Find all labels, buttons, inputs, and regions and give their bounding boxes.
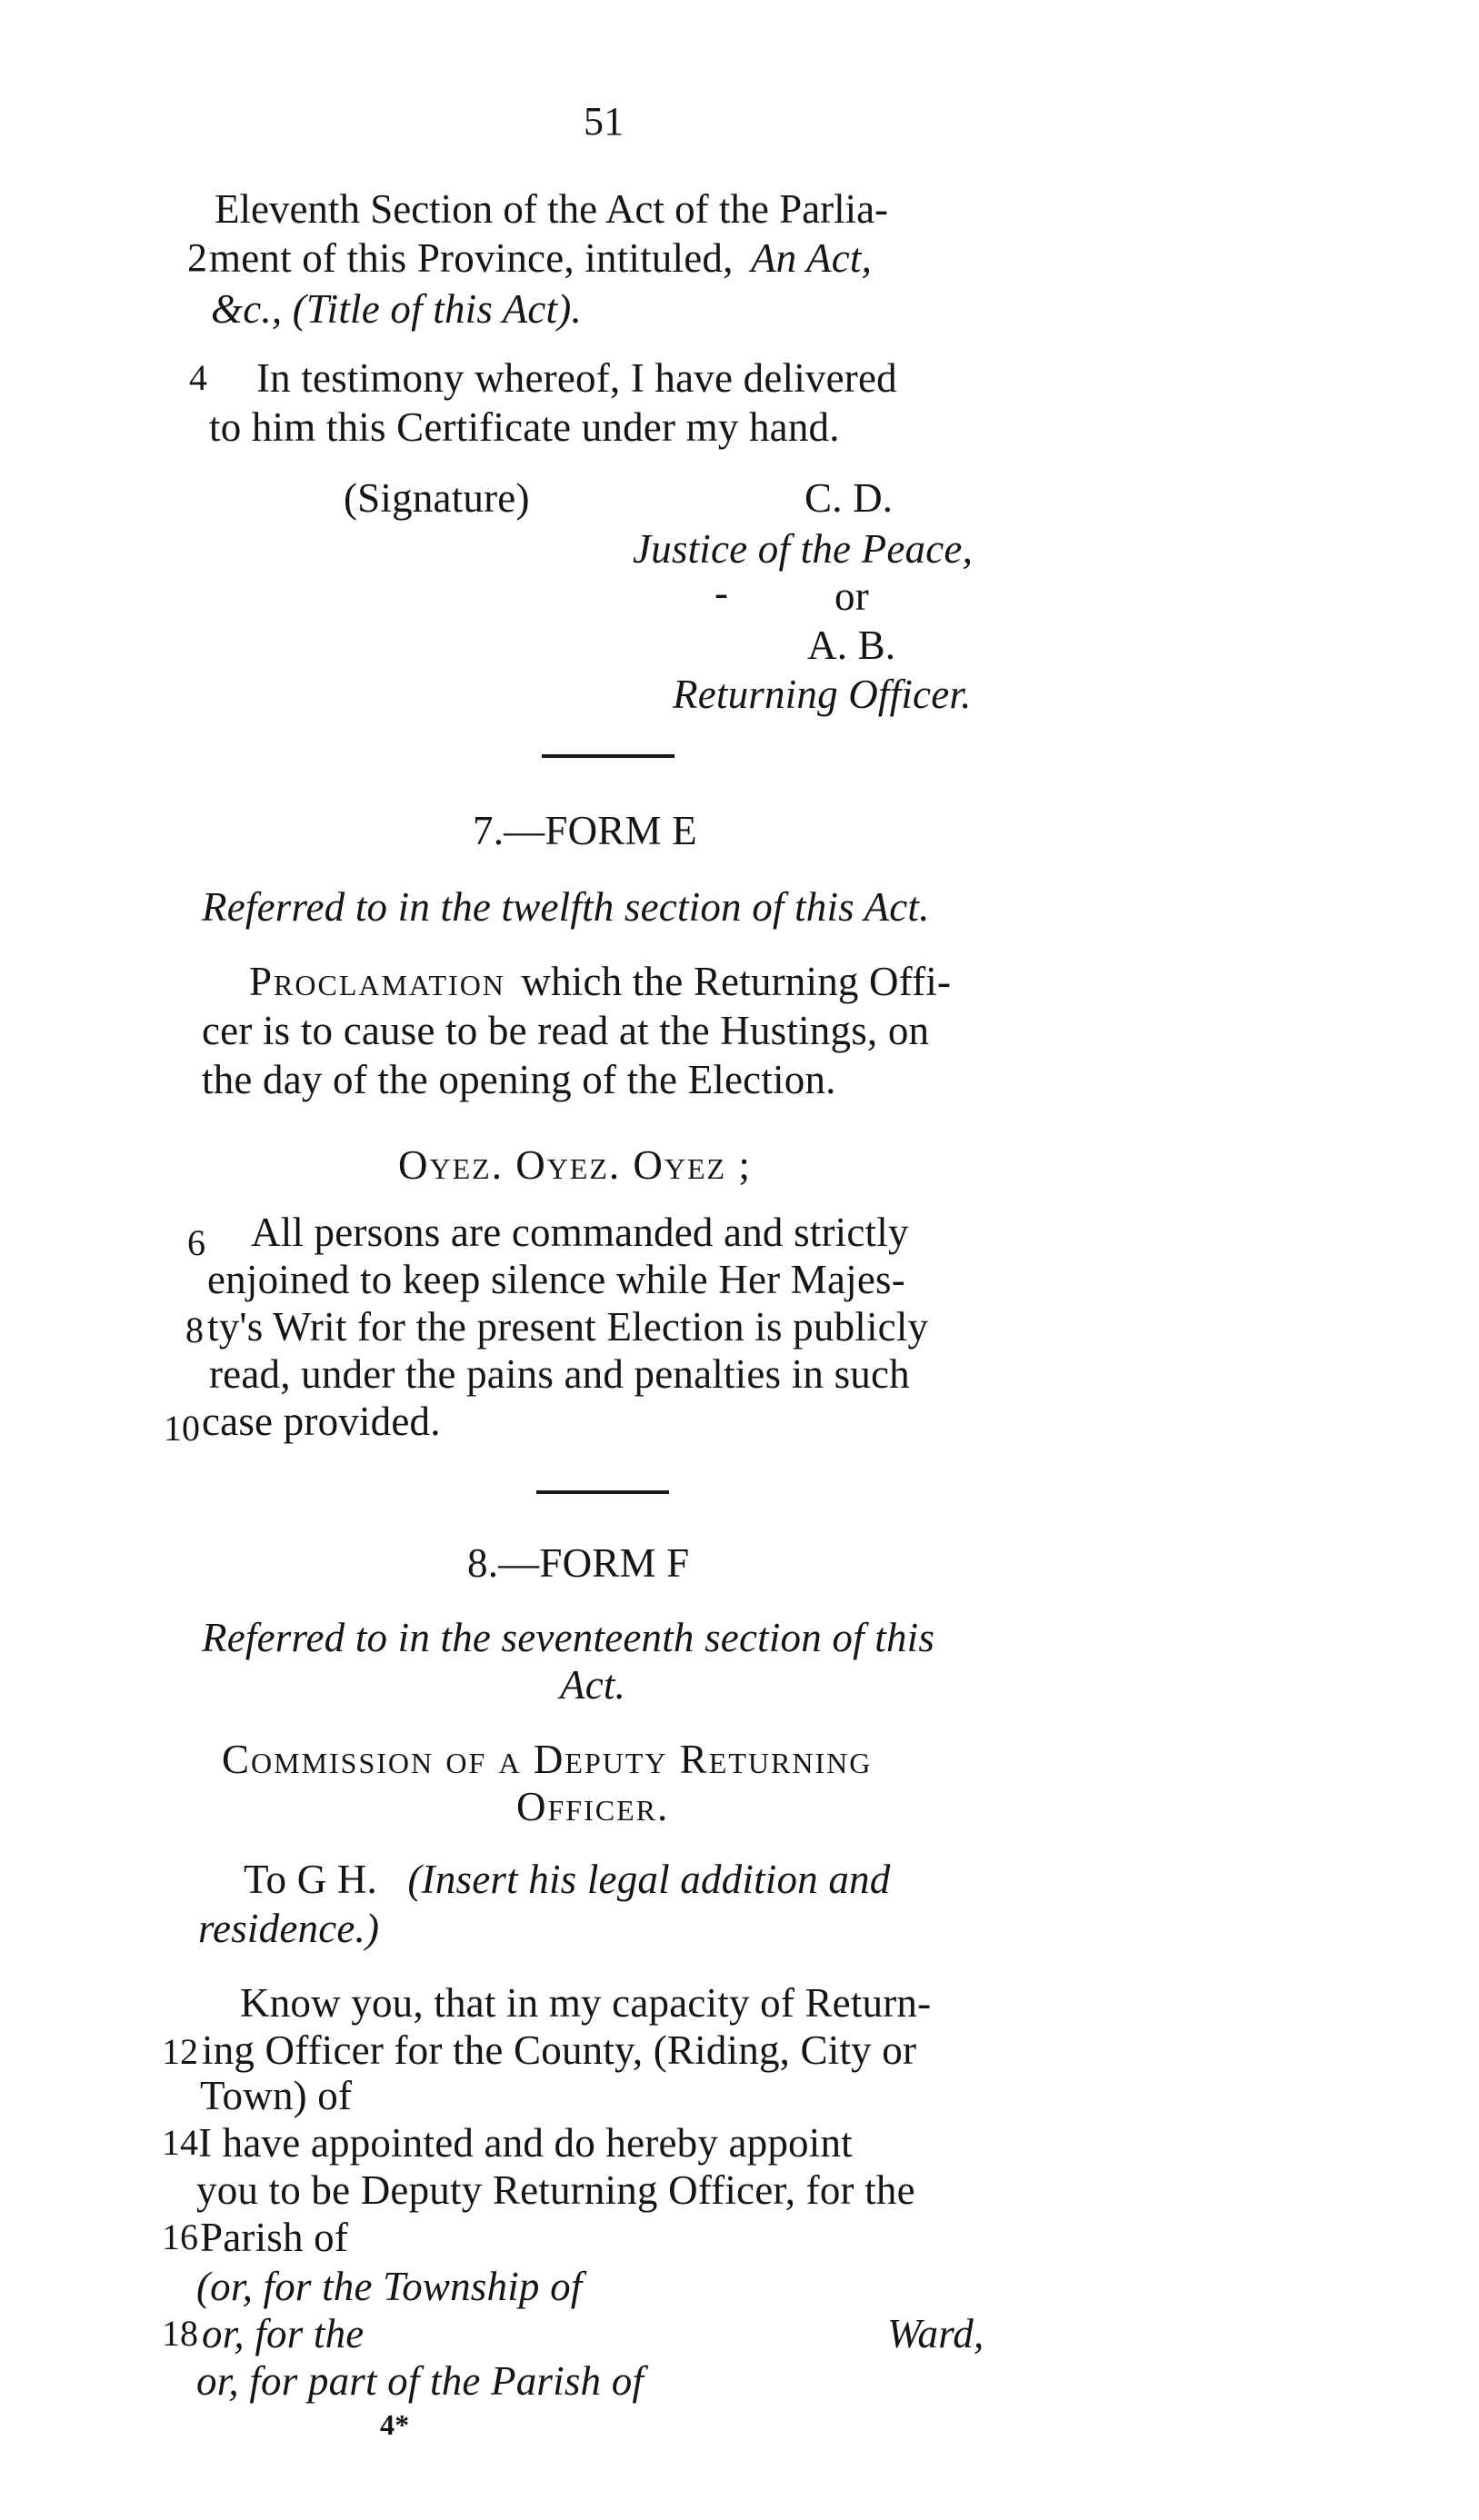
form-e-heading: 7.—FORM E (473, 808, 697, 853)
form-e-para-line-4: read, under the pains and penalties in such (209, 1351, 910, 1397)
signature-dash: - (715, 570, 729, 615)
know-line-2: ing Officer for the County, (Riding, City or (202, 2027, 917, 2073)
signature-label: (Signature) (344, 475, 530, 521)
signature-cd: C. D. (804, 475, 894, 521)
intro-line-2-text: ment of this Province, intituled, (209, 235, 734, 281)
line-number-2: 2 (187, 235, 207, 280)
know-line-5: you to be Deputy Returning Officer, for the (196, 2167, 915, 2213)
testimony-line-2: to him this Certificate under my hand. (209, 404, 840, 450)
line-number-12: 12 (162, 2031, 198, 2072)
line-number-4: 4 (189, 357, 207, 398)
proclamation-smallcaps: Proclamation (249, 959, 505, 1004)
signature-or: or (834, 573, 869, 619)
know-line-8-right: Ward, (887, 2311, 984, 2356)
intro-line-3: &c., (Title of this Act). (211, 286, 582, 332)
line-number-10: 10 (164, 1408, 200, 1449)
line-number-6: 6 (187, 1222, 205, 1263)
page-number: 51 (584, 99, 625, 144)
line-number-8: 8 (185, 1310, 204, 1350)
to-addressee: To G H. (244, 1857, 377, 1902)
signature-justice: Justice of the Peace, (633, 526, 974, 572)
proclamation-line-1-text: which the Returning Offi- (521, 959, 952, 1004)
signature-mark: 4* (380, 2408, 410, 2441)
form-e-proclamation-line-1 (249, 961, 951, 1002)
to-line-1 (244, 1859, 890, 1900)
line-number-16: 16 (162, 2216, 198, 2257)
act-title-italic: An Act, (750, 235, 873, 281)
to-line-2: residence.) (198, 1906, 380, 1951)
intro-line-2 (209, 235, 873, 281)
know-line-8-left: or, for the (202, 2311, 365, 2356)
form-e-para-line-3: ty's Writ for the present Election is publicly (207, 1304, 929, 1350)
signature-returning-officer: Returning Officer. (673, 672, 972, 717)
intro-line-1-text: Eleventh Section of the Act of the Parlia- (215, 186, 889, 232)
know-line-3: Town) of (200, 2073, 353, 2118)
form-f-heading: 8.—FORM F (467, 1540, 690, 1586)
testimony-line-1: In testimony whereof, I have delivered (256, 355, 897, 401)
form-e-referred: Referred to in the twelfth section of this Act. (202, 884, 930, 930)
signature-ab: A. B. (807, 623, 896, 668)
oyez-line: Oyez. Oyez. Oyez ; (398, 1142, 752, 1188)
intro-line-1 (215, 186, 1024, 232)
form-e-proclamation-line-3: the day of the opening of the Election. (202, 1057, 836, 1102)
know-line-4: I have appointed and do hereby appoint (198, 2120, 853, 2166)
form-e-para-line-5: case provided. (202, 1399, 441, 1444)
commission-heading-line-2: Officer. (516, 1784, 670, 1829)
form-f-referred-line-2: Act. (560, 1662, 626, 1708)
commission-heading-line-1: Commission of a Deputy Returning (222, 1737, 873, 1782)
form-e-para-line-2: enjoined to keep silence while Her Majes- (207, 1257, 905, 1302)
know-line-6: Parish of (200, 2215, 349, 2260)
section-divider (536, 1490, 669, 1494)
to-instruction-italic: (Insert his legal addition and (407, 1857, 891, 1902)
line-number-14: 14 (162, 2122, 198, 2163)
section-divider (542, 754, 675, 758)
know-line-9: or, for part of the Parish of (196, 2358, 645, 2404)
form-e-proclamation-line-2: cer is to cause to be read at the Hustings, on (202, 1008, 930, 1053)
form-f-referred-line-1: Referred to in the seventeenth section of this (202, 1615, 935, 1660)
know-line-1: Know you, that in my capacity of Return- (240, 1980, 932, 2026)
form-e-para-line-1: All persons are commanded and strictly (251, 1210, 909, 1255)
know-line-7: (or, for the Township of (196, 2264, 583, 2309)
line-number-18: 18 (162, 2313, 198, 2354)
